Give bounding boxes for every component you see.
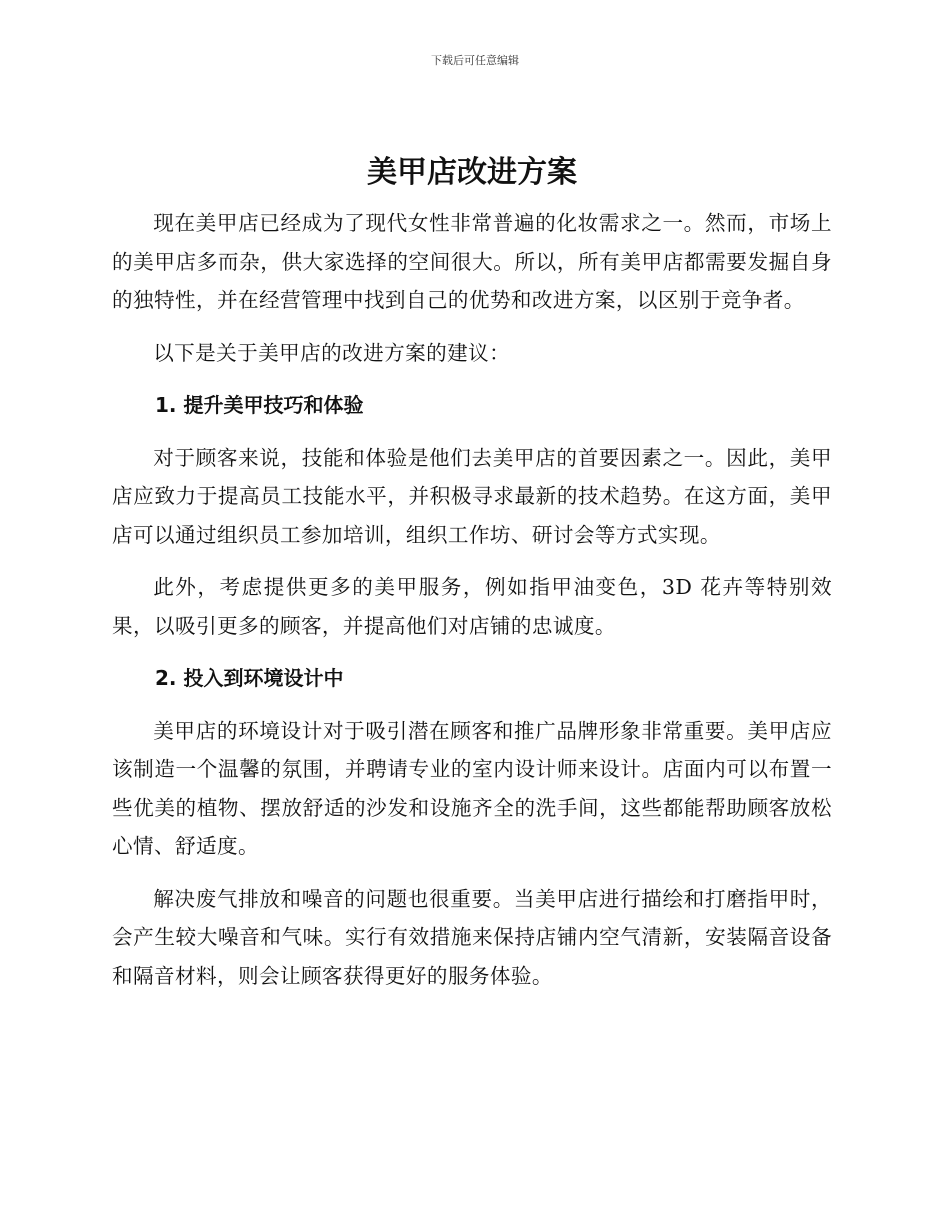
- section-heading-2: 2. 投入到环境设计中: [155, 666, 344, 690]
- page-header: 下载后可任意编辑: [431, 54, 519, 67]
- section-heading-1: 1. 提升美甲技巧和体验: [155, 393, 364, 417]
- intro-paragraph: 现在美甲店已经成为了现代女性非常普遍的化妆需求之一。然而，市场上的美甲店多而杂，供大家选择的空间很大。所以，所有美甲店都需要发掘自身的独特性，并在经营管理中找到自己的优势和改进方案，以区别于竞争者。: [112, 211, 832, 312]
- lead-in-paragraph: 以下是关于美甲店的改进方案的建议：: [153, 340, 511, 365]
- document-title: 美甲店改进方案: [367, 155, 577, 190]
- document-body: [112, 150, 832, 1009]
- section-1-paragraph-1: 对于顾客来说，技能和体验是他们去美甲店的首要因素之一。因此，美甲店应致力于提高员工技能水平，并积极寻求最新的技术趋势。在这方面，美甲店可以通过组织员工参加培训，组织工作坊、研讨会等方式实现。: [112, 445, 832, 547]
- section-1-paragraph-2: 此外，考虑提供更多的美甲服务，例如指甲油变色，3D 花卉等特别效果，以吸引更多的顾客，并提高他们对店铺的忠诚度。: [112, 575, 832, 638]
- section-2-paragraph-1: 美甲店的环境设计对于吸引潜在顾客和推广品牌形象非常重要。美甲店应该制造一个温馨的氛围，并聘请专业的室内设计师来设计。店面内可以布置一些优美的植物、摆放舒适的沙发和设施齐全的洗手间，这些都能帮助顾客放松心情、舒适度。: [112, 718, 832, 858]
- section-2-paragraph-2: 解决废气排放和噪音的问题也很重要。当美甲店进行描绘和打磨指甲时，会产生较大噪音和气味。实行有效措施来保持店铺内空气清新，安装隔音设备和隔音材料，则会让顾客获得更好的服务体验。: [112, 886, 832, 988]
